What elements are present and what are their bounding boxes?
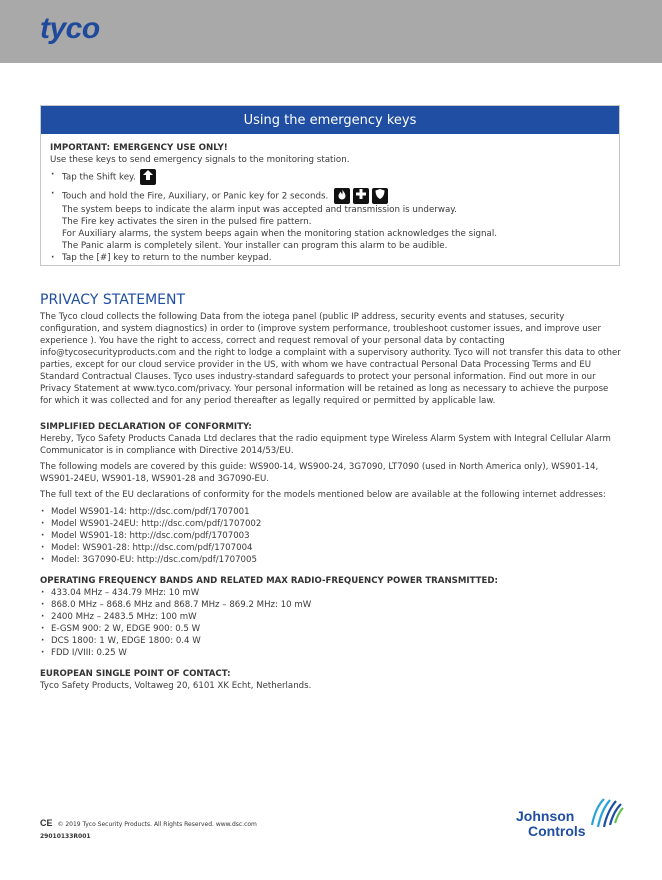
emergency-keys-box <box>40 105 620 266</box>
emergency-important-note: IMPORTANT: EMERGENCY USE ONLY! <box>50 143 228 153</box>
document-id: 29010133R001 <box>40 833 91 840</box>
footer-copyright-line <box>40 818 257 828</box>
emergency-step-3: · Tap the [#] key to return to the number keypad. <box>50 252 610 264</box>
johnson-controls-mark-icon <box>588 795 624 831</box>
johnson-controls-logo <box>516 795 626 845</box>
emergency-key-icons <box>333 188 388 204</box>
conformity-heading: SIMPLIFIED DECLARATION OF CONFORMITY: <box>40 422 252 432</box>
privacy-heading: PRIVACY STATEMENT <box>40 292 186 308</box>
page-header <box>0 0 662 63</box>
list-item: · Model WS901-14: http://dsc.com/pdf/1707001 <box>40 506 622 518</box>
copyright-text: © 2019 Tyco Security Products. All Rights Reserved. www.dsc.com <box>57 821 257 828</box>
fire-key-icon <box>334 188 350 204</box>
johnson-controls-wordmark <box>516 809 586 839</box>
emergency-intro: Use these keys to send emergency signals to the monitoring station. <box>50 155 350 165</box>
emergency-step-2 <box>50 188 610 252</box>
emergency-step-1 <box>50 169 610 185</box>
frequency-list <box>40 587 622 659</box>
step-2-text: Touch and hold the Fire, Auxiliary, or Panic key for 2 seconds. <box>62 191 329 202</box>
panic-key-icon <box>372 188 388 204</box>
shift-key-icon <box>140 169 156 185</box>
main-content <box>40 291 622 692</box>
emergency-keys-body <box>41 134 619 264</box>
ce-mark: CE <box>40 818 53 828</box>
list-item: · 433.04 MHz – 434.79 MHz: 10 mW <box>40 587 622 599</box>
conformity-paragraph-2: The following models are covered by this guide: WS900-14, WS900-24, 3G7090, LT7090 (used in North America only), WS901-14, WS901-24EU, WS901-18, WS901-28 and 3G7090-EU. <box>40 462 599 484</box>
list-item: · E-GSM 900: 2 W, EDGE 900: 0.5 W <box>40 623 622 635</box>
emergency-steps <box>50 169 610 264</box>
list-item: · FDD I/VIII: 0.25 W <box>40 647 622 659</box>
contact-heading: EUROPEAN SINGLE POINT OF CONTACT: <box>40 669 231 679</box>
list-item: · Model WS901-18: http://dsc.com/pdf/1707003 <box>40 530 622 542</box>
conformity-paragraph-1: Hereby, Tyco Safety Products Canada Ltd declares that the radio equipment type Wireless Alarm System with Integral Cellular Alarm Communicator is in compliance with Directive 2014/53/EU. <box>40 434 611 456</box>
list-item: · Model: 3G7090-EU: http://dsc.com/pdf/1707005 <box>40 554 622 566</box>
step-1-text: Tap the Shift key. <box>62 172 136 183</box>
step-2-detail-2: The Fire key activates the siren in the pulsed fire pattern. <box>62 217 312 227</box>
step-2-detail-3: For Auxiliary alarms, the system beeps again when the monitoring station acknowledges the signal. <box>62 229 498 239</box>
auxiliary-key-icon <box>353 188 369 204</box>
conformity-paragraph-3: The full text of the EU declarations of conformity for the models mentioned below are available at the following internet addresses: <box>40 490 606 500</box>
list-item: · DCS 1800: 1 W, EDGE 1800: 0.4 W <box>40 635 622 647</box>
contact-address: Tyco Safety Products, Voltaweg 20, 6101 XK Echt, Netherlands. <box>40 681 312 691</box>
conformity-model-list <box>40 506 622 566</box>
tyco-logo: tyco <box>40 12 100 45</box>
list-item: · 2400 MHz – 2483.5 MHz: 100 mW <box>40 611 622 623</box>
emergency-keys-title: Using the emergency keys <box>41 106 619 134</box>
list-item: · Model: WS901-28: http://dsc.com/pdf/1707004 <box>40 542 622 554</box>
step-2-detail-1: The system beeps to indicate the alarm input was accepted and transmission is underway. <box>62 205 457 215</box>
list-item: · 868.0 MHz – 868.6 MHz and 868.7 MHz – 869.2 MHz: 10 mW <box>40 599 622 611</box>
brand-line-2: Controls <box>528 823 586 839</box>
brand-line-1: Johnson <box>516 808 575 824</box>
frequency-heading: OPERATING FREQUENCY BANDS AND RELATED MAX RADIO-FREQUENCY POWER TRANSMITTED: <box>40 576 498 586</box>
list-item: · Model WS901-24EU: http://dsc.com/pdf/1707002 <box>40 518 622 530</box>
privacy-paragraph: The Tyco cloud collects the following Data from the iotega panel (public IP address, security events and statuses, security configuration, and system diagnostics) in order to (improve system performance, troubleshoot customer issues, and improve user experience ). You have the right to access, correct and request removal of your personal data by contacting info@tycosecurityproducts.com and the right to lodge a complaint with a supervisory authority. Tyco will not transfer this data to other parties, except for our cloud service provider in the US, with whom we have contractual Personal Data Processing Terms and EU Standard Contractual Clauses. Tyco uses industry-standard safeguards to protect your personal information. Find out more in our Privacy Statement at www.tyco.com/privacy. Your personal information will be retained as long as necessary to achieve the purpose for which it was collected and for any period thereafter as legally required or permitted by applicable law. <box>40 312 621 406</box>
step-2-detail-4: The Panic alarm is completely silent. Your installer can program this alarm to be audible. <box>62 241 448 251</box>
